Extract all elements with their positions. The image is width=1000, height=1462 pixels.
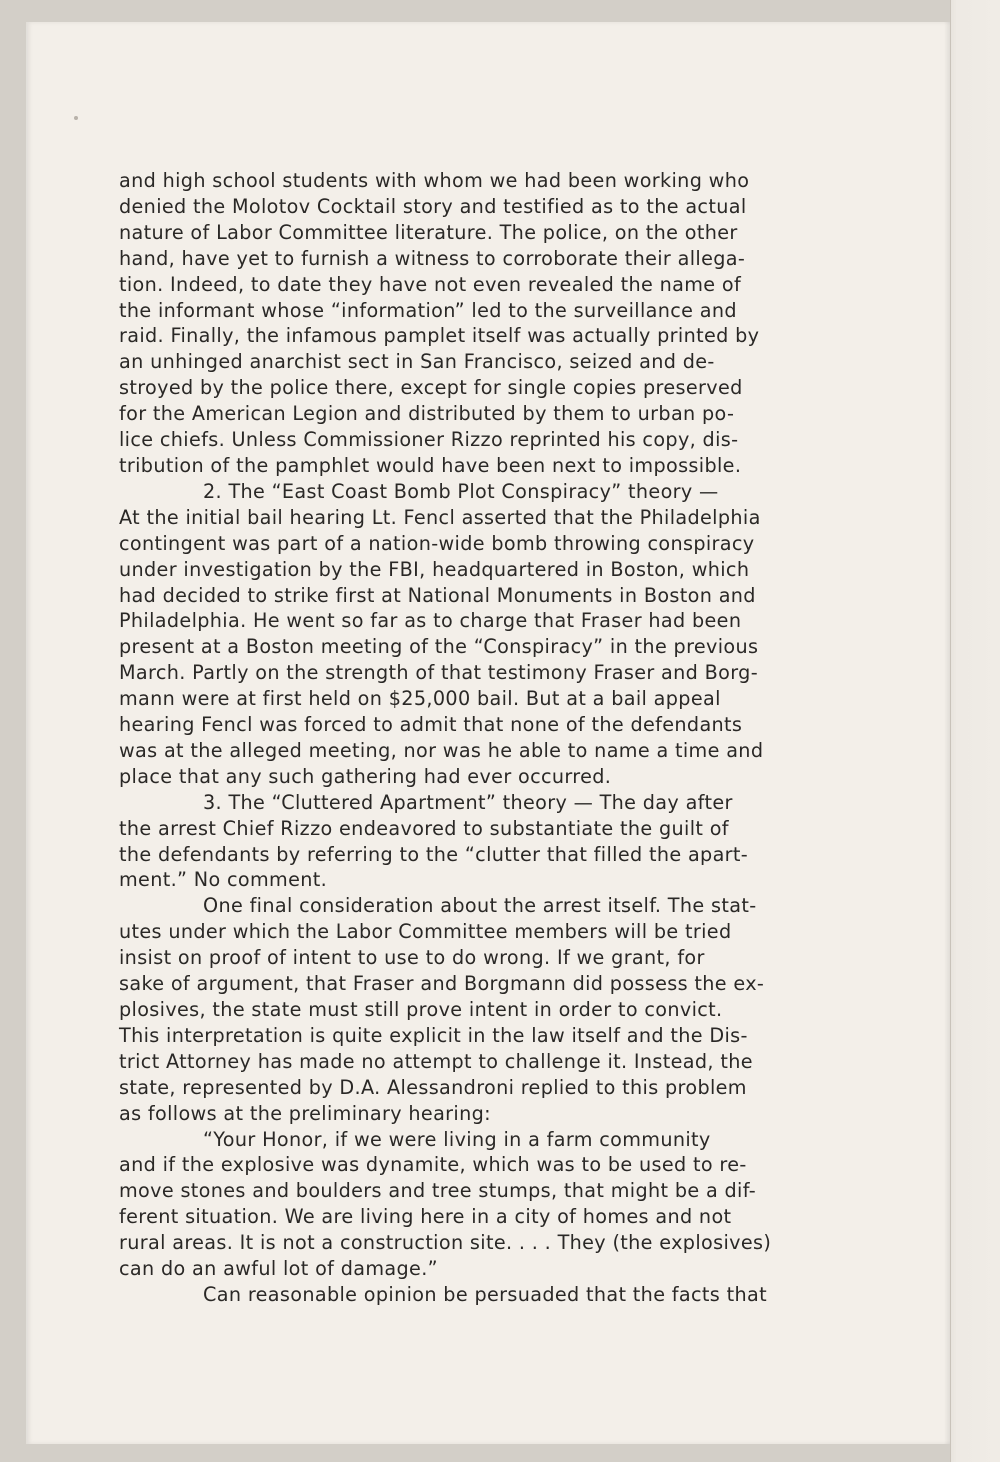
- adjacent-page-edge: [950, 0, 1000, 1462]
- text-line: the arrest Chief Rizzo endeavored to substantiate the guilt of: [119, 816, 729, 840]
- text-line: Philadelphia. He went so far as to charge that Fraser had been: [119, 609, 742, 633]
- text-line: trict Attorney has made no attempt to challenge it. Instead, the: [119, 1049, 753, 1073]
- text-line: March. Partly on the strength of that testimony Fraser and Borg-: [119, 661, 758, 685]
- text-line: mann were at first held on $25,000 bail. But at a bail appeal: [119, 687, 721, 711]
- text-line: One final consideration about the arrest itself. The stat-: [203, 894, 757, 918]
- text-line: the informant whose “information” led to the surveillance and: [119, 298, 737, 322]
- text-line: state, represented by D.A. Alessandroni replied to this problem: [119, 1075, 747, 1099]
- text-line: rural areas. It is not a construction site. . . . They (the explosives): [119, 1231, 772, 1255]
- text-line: hand, have yet to furnish a witness to corroborate their allega-: [119, 246, 746, 270]
- text-line: and if the explosive was dynamite, which was to be used to re-: [119, 1153, 747, 1177]
- text-line: present at a Boston meeting of the “Conspiracy” in the previous: [119, 635, 759, 659]
- text-line: an unhinged anarchist sect in San Francisco, seized and de-: [119, 350, 715, 374]
- text-line: denied the Molotov Cocktail story and testified as to the actual: [119, 194, 747, 218]
- text-line: utes under which the Labor Committee members will be tried: [119, 920, 732, 944]
- text-line: as follows at the preliminary hearing:: [119, 1101, 491, 1125]
- text-line: stroyed by the police there, except for single copies preserved: [119, 376, 743, 400]
- text-line: sake of argument, that Fraser and Borgmann did possess the ex-: [119, 972, 765, 996]
- text-line: 3. The “Cluttered Apartment” theory — The day after: [203, 790, 733, 814]
- text-line: place that any such gathering had ever occurred.: [119, 764, 612, 788]
- text-line: move stones and boulders and tree stumps, that might be a dif-: [119, 1179, 757, 1203]
- text-line: under investigation by the FBI, headquartered in Boston, which: [119, 557, 750, 581]
- text-line: raid. Finally, the infamous pamplet itself was actually printed by: [119, 324, 760, 348]
- text-line: for the American Legion and distributed by them to urban po-: [119, 402, 735, 426]
- text-line: the defendants by referring to the “clutter that filled the apart-: [119, 842, 749, 866]
- text-line: was at the alleged meeting, nor was he able to name a time and: [119, 738, 764, 762]
- text-line: had decided to strike first at National Monuments in Boston and: [119, 583, 756, 607]
- text-line: hearing Fencl was forced to admit that none of the defendants: [119, 713, 743, 737]
- text-line: can do an awful lot of damage.”: [119, 1257, 438, 1281]
- text-line: contingent was part of a nation-wide bomb throwing conspiracy: [119, 531, 755, 555]
- text-line: tribution of the pamphlet would have been next to impossible.: [119, 453, 742, 477]
- text-line: This interpretation is quite explicit in the law itself and the Dis-: [119, 1023, 748, 1047]
- text-line: insist on proof of intent to use to do wrong. If we grant, for: [119, 946, 705, 970]
- text-line: lice chiefs. Unless Commissioner Rizzo reprinted his copy, dis-: [119, 428, 739, 452]
- text-line: and high school students with whom we had been working who: [119, 169, 750, 192]
- paper-speck: [74, 116, 78, 120]
- text-line: “Your Honor, if we were living in a farm community: [203, 1127, 711, 1151]
- text-line: nature of Labor Committee literature. The police, on the other: [119, 220, 738, 244]
- text-line: tion. Indeed, to date they have not even revealed the name of: [119, 272, 742, 296]
- text-line: Can reasonable opinion be persuaded that the facts that: [203, 1282, 767, 1306]
- body-text: [119, 168, 839, 1308]
- text-line: plosives, the state must still prove intent in order to convict.: [119, 998, 723, 1021]
- text-line: 2. The “East Coast Bomb Plot Conspiracy” theory —: [203, 479, 719, 503]
- text-line: At the initial bail hearing Lt. Fencl asserted that the Philadelphia: [119, 505, 761, 529]
- text-line: ferent situation. We are living here in a city of homes and not: [119, 1205, 732, 1229]
- text-line: ment.” No comment.: [119, 868, 328, 892]
